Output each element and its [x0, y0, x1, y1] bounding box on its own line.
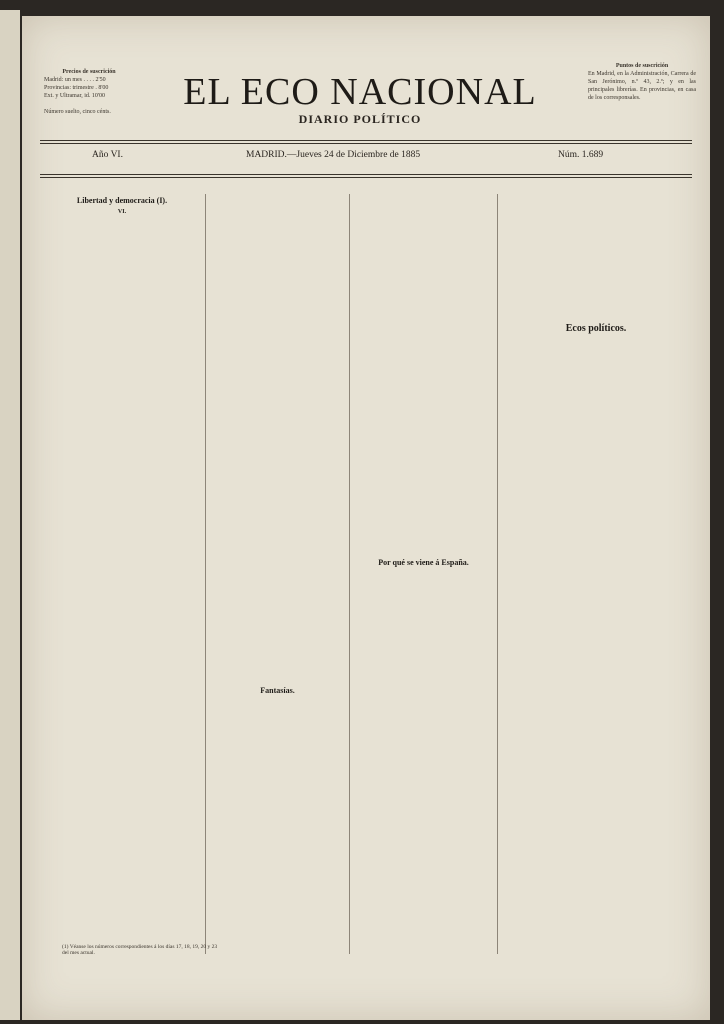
header-rule-bottom2 — [40, 177, 692, 178]
column-1 — [44, 194, 200, 934]
column-divider — [205, 194, 206, 954]
column-2 — [211, 194, 344, 934]
header-rule-top2 — [40, 143, 692, 144]
newspaper-title: EL ECO NACIONAL — [183, 71, 537, 113]
prices-line: Madrid: un mes . . . . 2'50 — [44, 77, 106, 83]
column-divider — [349, 194, 350, 954]
article-title: Por qué se viene á España. — [378, 558, 469, 567]
prices-line: Ext. y Ultramar, id. 10'00 — [44, 93, 105, 99]
dateline: MADRID.—Jueves 24 de Diciembre de 1885 — [246, 150, 421, 160]
prices-footer: Número suelto, cinco cénts. — [44, 109, 111, 115]
newspaper-page — [22, 16, 710, 1020]
subscription-prices-box — [44, 68, 134, 116]
adjacent-page-edge — [0, 10, 20, 1020]
article-section-number: VI. — [117, 208, 127, 215]
header-rule-bottom — [40, 174, 692, 175]
points-heading: Puntos de suscrición — [615, 63, 669, 69]
prices-line: Provincias: trimestre . 8'00 — [44, 85, 109, 91]
points-text: En Madrid, en la Administración, Carrera de San Jerónimo, n.º 43, 2.º; y en las principales librerías. En provincias, en casa de los corresponsales. — [588, 71, 696, 101]
column-divider — [497, 194, 498, 954]
subscription-points-box — [588, 62, 696, 102]
year-label: Año VI. — [92, 150, 123, 160]
column-3 — [355, 194, 492, 934]
newspaper-subtitle: DIARIO POLÍTICO — [298, 112, 422, 126]
article-title: Ecos políticos. — [565, 323, 627, 334]
header-rule-top — [40, 140, 692, 141]
column-4 — [503, 194, 689, 934]
footnote: (1) Véanse los números correspondientes á los días 17, 18, 19, 20 y 23 del mes actual. — [62, 944, 218, 956]
issue-number: Núm. 1.689 — [558, 150, 604, 160]
article-title: Libertad y democracia (I). — [76, 196, 168, 205]
article-title: Fantasías. — [260, 686, 295, 695]
prices-heading: Precios de suscrición — [62, 69, 116, 75]
